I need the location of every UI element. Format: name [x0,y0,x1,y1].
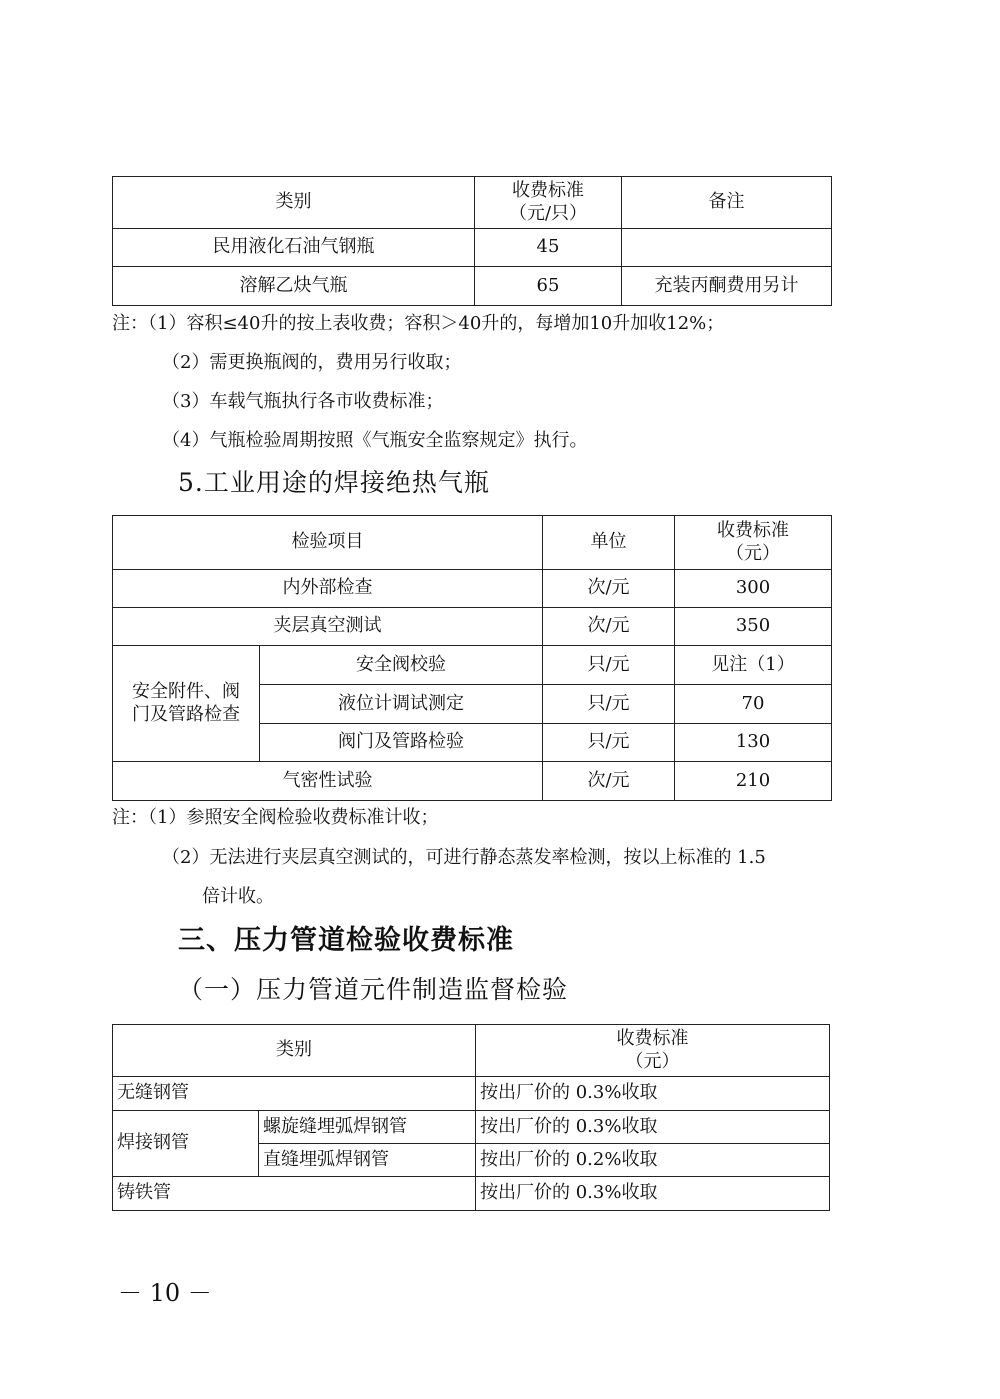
table-row [113,1077,830,1111]
cell-fee: 210 [675,762,832,801]
header-fee: 收费标准 （元） [675,516,832,570]
note-line: （4）气瓶检验周期按照《气瓶安全监察规定》执行。 [162,430,588,451]
table-row [113,570,832,608]
cell-unit: 只/元 [543,685,675,724]
table-header-row [113,516,832,570]
cell-item: 安全阀校验 [260,646,543,685]
cell-category: 焊接钢管 [113,1111,259,1177]
note-line: （3）车载气瓶执行各市收费标准； [162,391,444,412]
cylinder-fee-table [112,176,832,306]
cell-remark: 充装丙酮费用另计 [622,267,832,306]
table-row [113,267,832,306]
header-unit: 单位 [543,516,675,570]
pipe-fee-table [112,1024,830,1211]
cell-unit: 次/元 [543,762,675,801]
cell-unit: 只/元 [543,724,675,762]
cell-category: 铸铁管 [113,1177,476,1211]
cell-unit: 只/元 [543,646,675,685]
cell-category: 溶解乙炔气瓶 [113,267,475,306]
table-row [113,646,832,685]
cell-fee: 45 [475,229,622,267]
cell-fee: 按出厂价的 0.2%收取 [476,1144,830,1177]
note-line: （2）需更换瓶阀的，费用另行收取； [162,352,462,373]
cell-fee: 70 [675,685,832,724]
cell-item: 内外部检查 [113,570,543,608]
table-header-row [113,1025,830,1077]
cell-fee: 350 [675,608,832,646]
cell-unit: 次/元 [543,608,675,646]
insulated-cylinder-fee-table [112,515,832,801]
cell-item: 夹层真空测试 [113,608,543,646]
table-row [113,1177,830,1211]
cell-subcategory: 直缝埋弧焊钢管 [259,1144,476,1177]
cell-unit: 次/元 [543,570,675,608]
header-category: 类别 [113,177,475,229]
cell-fee: 300 [675,570,832,608]
note-line: 注：（1）参照安全阀检验收费标准计收； [112,807,439,828]
cell-item: 气密性试验 [113,762,543,801]
table-row [113,608,832,646]
header-fee: 收费标准 （元） [476,1025,830,1077]
cell-fee: 130 [675,724,832,762]
cell-item: 液位计调试测定 [260,685,543,724]
header-item: 检验项目 [113,516,543,570]
group-label: 安全附件、阀 门及管路检查 [113,646,260,762]
header-remark: 备注 [622,177,832,229]
table-row [113,229,832,267]
cell-category: 无缝钢管 [113,1077,476,1111]
note-line: 倍计收。 [202,886,274,907]
cell-fee: 按出厂价的 0.3%收取 [476,1077,830,1111]
cell-fee: 按出厂价的 0.3%收取 [476,1111,830,1144]
cell-subcategory: 螺旋缝埋弧焊钢管 [259,1111,476,1144]
header-fee: 收费标准 （元/只） [475,177,622,229]
cell-fee: 见注（1） [675,646,832,685]
section-5-title: 5.工业用途的焊接绝热气瓶 [178,468,490,497]
table-header-row [113,177,832,229]
subsection-1-title: （一）压力管道元件制造监督检验 [178,975,569,1004]
cell-item: 阀门及管路检验 [260,724,543,762]
page-number: － 10 － [118,1279,212,1307]
cell-category: 民用液化石油气钢瓶 [113,229,475,267]
table-row [113,762,832,801]
table-row [113,1111,830,1144]
section-3-title: 三、压力管道检验收费标准 [178,925,514,956]
note-line: 注：（1）容积≤40升的按上表收费；容积＞40升的，每增加10升加收12%； [112,313,725,334]
note-line: （2）无法进行夹层真空测试的，可进行静态蒸发率检测，按以上标准的 1.5 [162,847,766,868]
cell-fee: 65 [475,267,622,306]
header-category: 类别 [113,1025,476,1077]
cell-remark [622,229,832,267]
cell-fee: 按出厂价的 0.3%收取 [476,1177,830,1211]
